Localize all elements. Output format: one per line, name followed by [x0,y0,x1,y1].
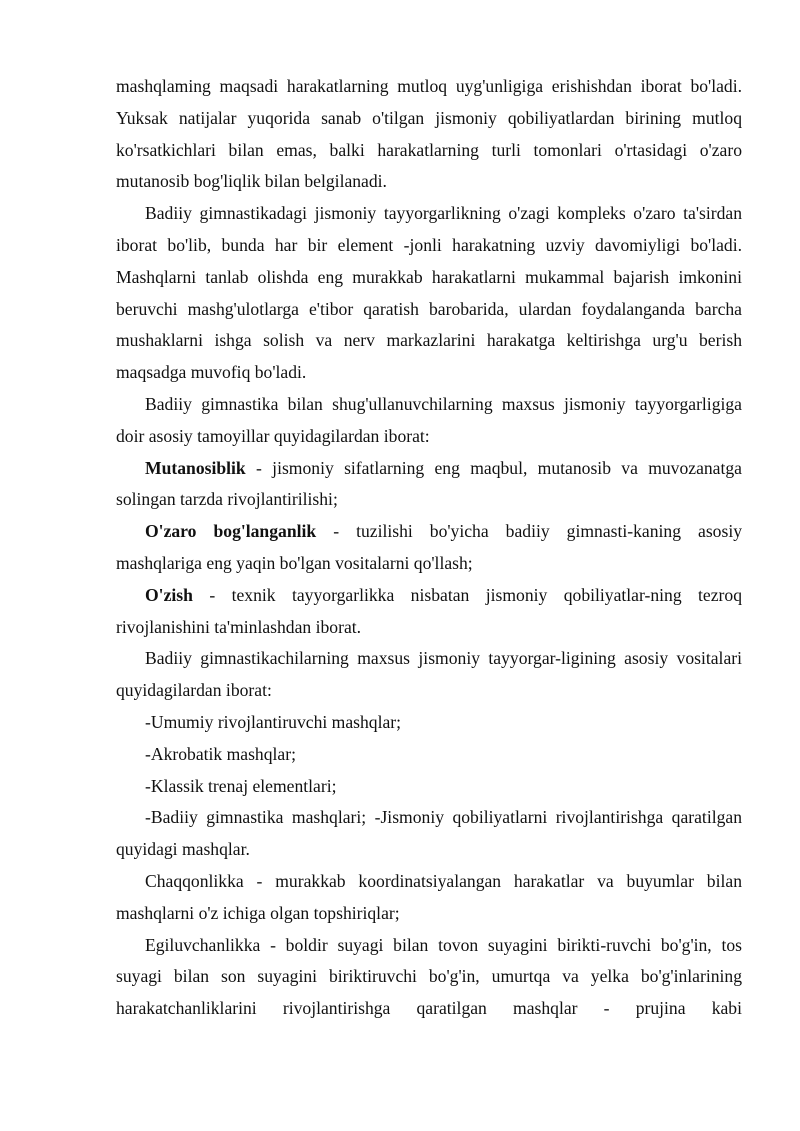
principle-advancement [116,580,742,644]
principle-term: Mutanosiblik [145,457,246,478]
principle-description: - tuzilishi bo'yicha badiiy gimnasti-kaning asosiy mashqlariga eng yaqin bo'lgan vositalarni qo'llash; [116,521,743,573]
list-item: -Akrobatik mashqlar; [145,743,296,764]
principle-description: - texnik tayyorgarlikka nisbatan jismoniy qobiliyatlar-ning tezroq rivojlanishini ta'minlashdan iborat. [116,584,742,637]
principle-term: O'zaro bog'langanlik [145,521,317,542]
paragraph-principles-intro: Badiiy gimnastika bilan shug'ullanuvchilarning maxsus jismoniy tayyorgarligiga doir asosiy tamoyillar quyidagilardan iborat: [116,393,742,446]
document-page [116,71,742,1025]
principle-term: O'zish [145,584,193,605]
list-item-last: -Badiiy gimnastika mashqlari; -Jismoniy qobiliyatlarni rivojlantirishga qaratilgan quyidagi mashqlar. [116,807,742,860]
paragraph-physical-preparation: Badiiy gimnastikadagi jismoniy tayyorgarlikning o'zagi kompleks o'zaro ta'sirdan iborat bo'lib, bunda har bir element -jonli harakatning uzviy davomiyligi bo'ladi. Mashqlarni tanlab olishda eng murakkab harakatlarni mukammal bajarish imkonini beruvchi mashg'ulotlarga e'tibor qaratish barobarida, ulardan foydalanganda barcha mushaklarni ishga solish va nerv markazlarini harakatga keltirishga urg'u berish maqsadga muvofiq bo'ladi. [116,203,742,383]
paragraph-means-intro: Badiiy gimnastikachilarning maxsus jismoniy tayyorgar-ligining asosiy vositalari quyidagilardan iborat: [116,648,742,701]
paragraph-agility: Chaqqonlikka - murakkab koordinatsiyalangan harakatlar va buyumlar bilan mashqlarni o'z ichiga olgan topshiriqlar; [116,870,742,923]
paragraph-continuation: mashqlaming maqsadi harakatlarning mutloq uyg'unligiga erishishdan iborat bo'ladi. Yuksak natijalar yuqorida sanab o'tilgan jismoniy qobiliyatlardan birining mutloq ko'rsatkichlari bilan emas, balki harakatlarning turli tomonlari o'rtasidagi o'zaro mutanosib bog'liqlik bilan belgilanadi. [116,76,742,192]
paragraph-flexibility: Egiluvchanlikka - boldir suyagi bilan tovon suyagini birikti-ruvchi bo'g'in, tos suyagi bilan son suyagini biriktiruvchi bo'g'in, umurtqa va yelka bo'g'inlarining harakatchanliklarini rivojlantirishga qaratilgan mashqlar - prujina kabi [116,934,742,1019]
principle-proportionality [116,453,742,517]
principle-interconnection [116,516,742,580]
principle-description: - jismoniy sifatlarning eng maqbul, mutanosib va muvozanatga solingan tarzda rivojlantirilishi; [116,457,742,510]
list-item: -Umumiy rivojlantiruvchi mashqlar; [145,711,402,732]
list-item: -Klassik trenaj elementlari; [145,775,337,796]
